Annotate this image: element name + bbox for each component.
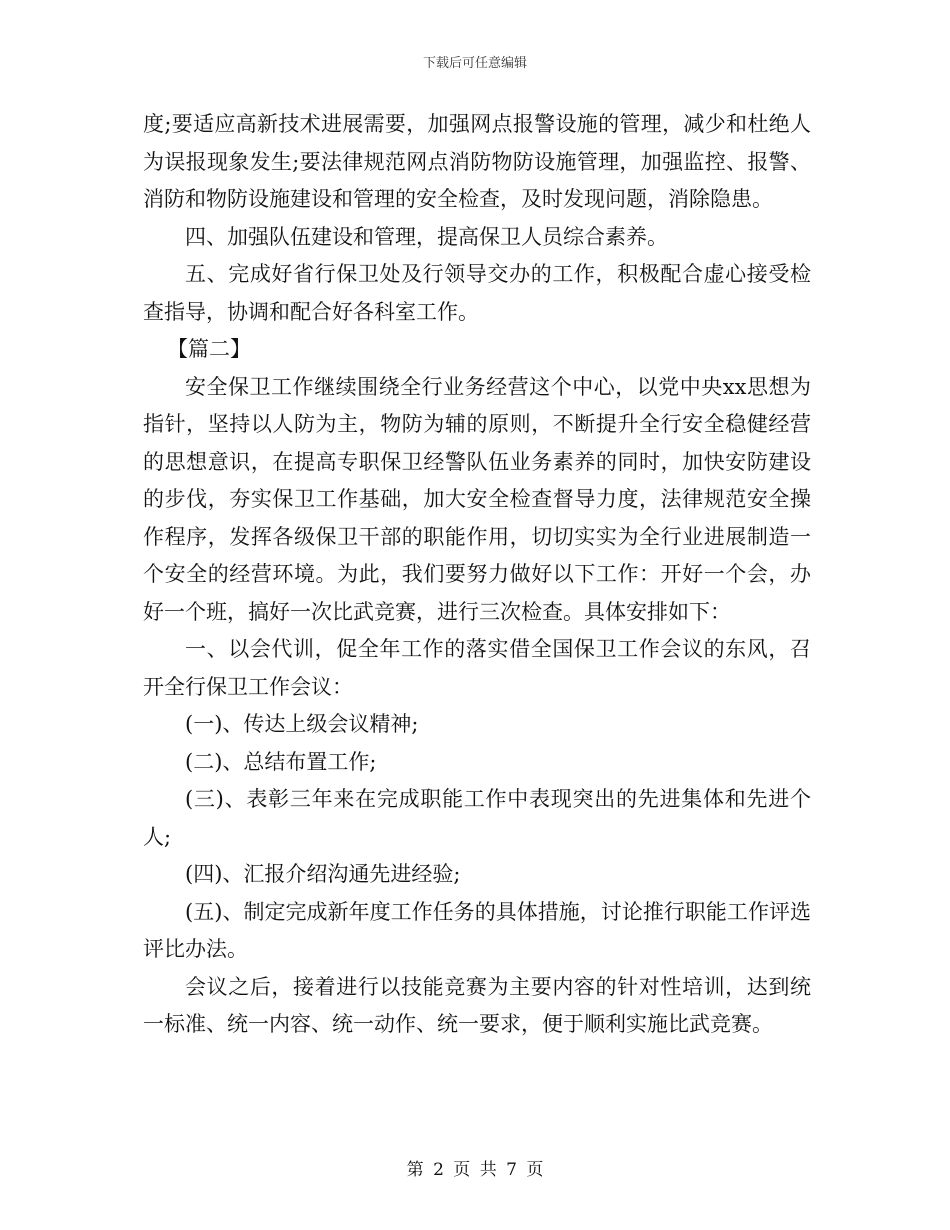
sub-item-3: (三)、表彰三年来在完成职能工作中表现突出的先进集体和先进个人; [143, 787, 811, 849]
paragraph-continuation: 度;要适应高新技术进展需要，加强网点报警设施的管理，减少和杜绝人为误报现象发生;要法律规范网点消防物防设施管理，加强监控、报警、消防和物防设施建设和管理的安全检查，及时发现问题，消除隐患。 [143, 112, 811, 211]
sub-item-1: (一)、传达上级会议精神; [185, 712, 419, 736]
page-number: 第 2 页 共 7 页 [406, 1160, 544, 1180]
paragraph-after-meeting: 会议之后，接着进行以技能竞赛为主要内容的针对性培训，达到统一标准、统一内容、统一动作、统一要求，便于顺利实施比武竞赛。 [143, 974, 811, 1036]
paragraph-intro: 安全保卫工作继续围绕全行业务经营这个中心，以党中央xx思想为指针，坚持以人防为主，物防为辅的原则，不断提升全行安全稳健经营的思想意识，在提高专职保卫经警队伍业务素养的同时，加快安防建设的步伐，夯实保卫工作基础，加大安全检查督导力度，法律规范安全操作程序，发挥各级保卫干部的职能作用，切切实实为全行业进展制造一个安全的经营环境。为此，我们要努力做好以下工作：开好一个会，办好一个班，搞好一次比武竞赛，进行三次检查。具体安排如下： [143, 374, 811, 624]
document-body [143, 106, 811, 1044]
sub-item-2: (二)、总结布置工作; [185, 749, 377, 774]
paragraph-item-one: 一、以会代训，促全年工作的落实借全国保卫工作会议的东风，召开全行保卫工作会议： [143, 637, 811, 699]
sub-item-4: (四)、汇报介绍沟通先进经验; [185, 862, 461, 886]
paragraph-item-five: 五、完成好省行保卫处及行领导交办的工作，积极配合虚心接受检查指导，协调和配合好各科室工作。 [143, 262, 811, 324]
page-header: 下载后可任意编辑 [422, 56, 527, 71]
section-heading: 【篇二】 [167, 337, 251, 361]
sub-item-5: (五)、制定完成新年度工作任务的具体措施，讨论推行职能工作评选评比办法。 [143, 899, 811, 961]
paragraph-item-four: 四、加强队伍建设和管理，提高保卫人员综合素养。 [185, 224, 668, 249]
